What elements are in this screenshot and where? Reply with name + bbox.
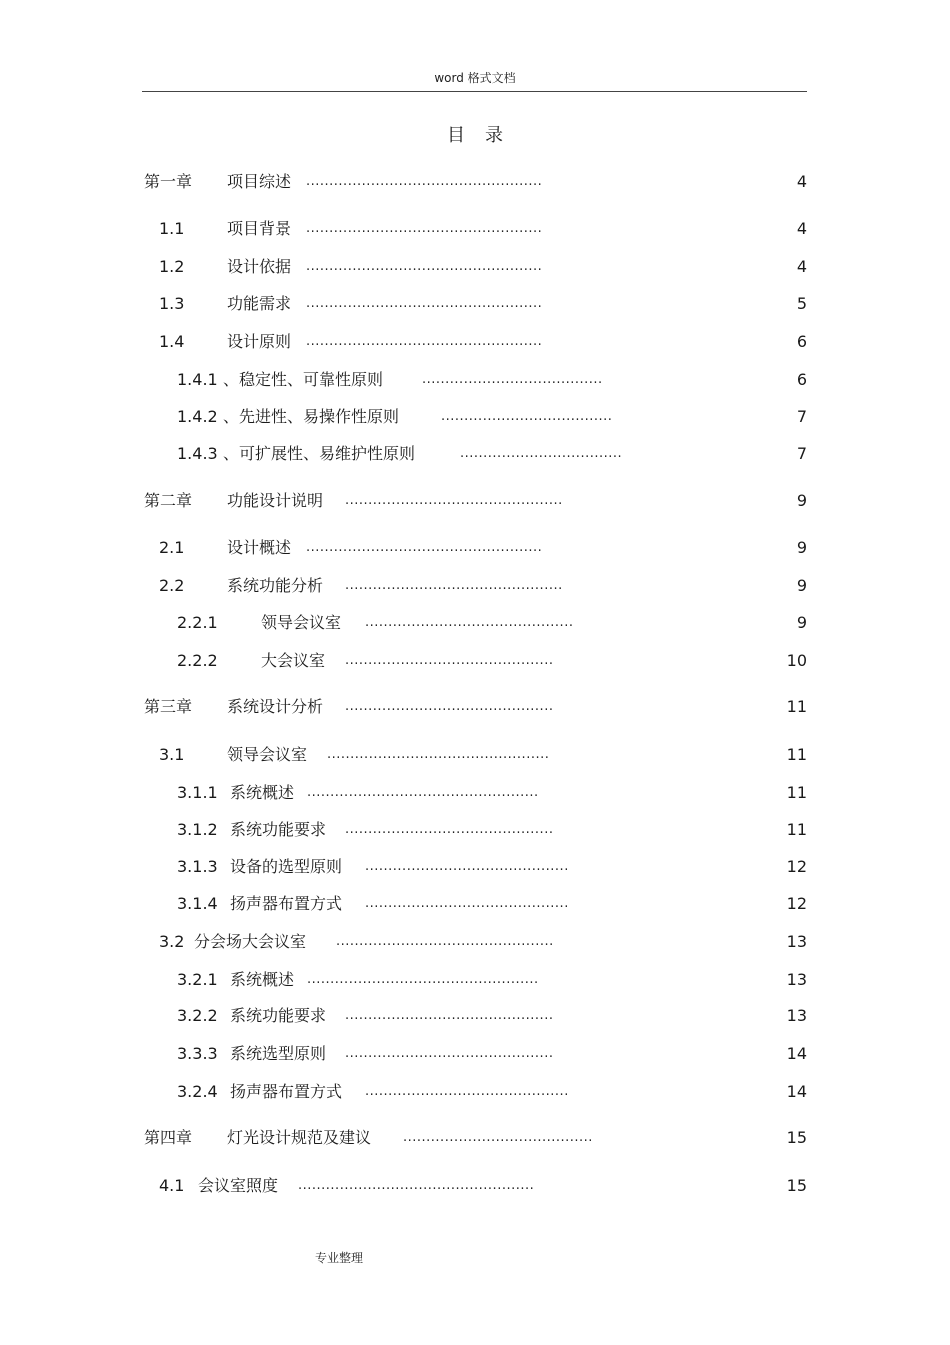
toc-entry-title: 系统概述 (230, 970, 295, 989)
toc-entry-number: 3.1 (159, 745, 185, 764)
toc-entry-leader: ..................................... (441, 409, 613, 424)
toc-entry-leader: ............................................. (345, 1046, 554, 1061)
toc-entry (0, 442, 950, 466)
toc-entry-number: 1.1 (159, 219, 185, 238)
toc-entry-leader: ............................................... (345, 493, 563, 508)
toc-entry-title: 分会场大会议室 (194, 932, 307, 951)
toc-entry (0, 695, 950, 719)
toc-entry-number: 1.4.2 (177, 407, 218, 426)
toc-entry (0, 649, 950, 673)
toc-entry-page: 13 (786, 932, 807, 951)
toc-entry-leader: ................................................... (298, 1178, 535, 1193)
toc-entry-page: 10 (786, 651, 807, 670)
toc-entry-number: 第三章 (144, 697, 193, 716)
toc-entry-title: 设计依据 (227, 257, 292, 276)
toc-entry (0, 1042, 950, 1066)
toc-entry-title: 项目综述 (227, 172, 292, 191)
toc-entry-leader: ............................................. (345, 822, 554, 837)
toc-entry-number: 1.4 (159, 332, 185, 351)
toc-entry-leader: ............................................. (345, 653, 554, 668)
toc-entry-page: 11 (786, 783, 807, 802)
toc-entry-title: 项目背景 (227, 219, 292, 238)
toc-entry-page: 14 (786, 1082, 807, 1101)
toc-entry (0, 818, 950, 842)
toc-entry-page: 6 (796, 370, 807, 389)
toc-entry-page: 5 (796, 294, 807, 313)
toc-entry-page: 11 (786, 745, 807, 764)
toc-entry-title: 设备的选型原则 (230, 857, 343, 876)
toc-entry-page: 4 (796, 219, 807, 238)
toc-entry (0, 1174, 950, 1198)
toc-entry (0, 855, 950, 879)
toc-entry (0, 170, 950, 194)
toc-entry-page: 13 (786, 970, 807, 989)
toc-entry-page: 4 (796, 172, 807, 191)
toc-entry (0, 574, 950, 598)
toc-entry (0, 611, 950, 635)
toc-entry-number: 第四章 (144, 1128, 193, 1147)
toc-entry-leader: .................................................. (307, 972, 539, 987)
page-footer: 专业整理 (315, 1251, 364, 1265)
toc-entry-page: 14 (786, 1044, 807, 1063)
toc-entry-number: 3.1.4 (177, 894, 218, 913)
toc-entry-page: 6 (796, 332, 807, 351)
toc-entry (0, 1080, 950, 1104)
toc-entry-page: 9 (796, 613, 807, 632)
toc-entry-page: 12 (786, 894, 807, 913)
toc-entry (0, 536, 950, 560)
toc-entry-number: 2.2 (159, 576, 185, 595)
toc-entry (0, 489, 950, 513)
toc-entry-number: 4.1 (159, 1176, 185, 1195)
toc-entry-page: 9 (796, 491, 807, 510)
toc-entry-leader: ......................................... (403, 1130, 593, 1145)
toc-entry-number: 1.2 (159, 257, 185, 276)
toc-entry-leader: ................................................... (306, 259, 543, 274)
toc-entry-number: 第二章 (144, 491, 193, 510)
toc-entry (0, 968, 950, 992)
toc-entry-number: 第一章 (144, 172, 193, 191)
toc-entry (0, 1126, 950, 1150)
toc-entry-number: 1.4.1 (177, 370, 218, 389)
toc-entry-page: 9 (796, 576, 807, 595)
toc-entry-title: 系统功能要求 (230, 820, 327, 839)
toc-entry-leader: ................................................... (306, 221, 543, 236)
toc-entry-number: 2.1 (159, 538, 185, 557)
toc-entry-title: 设计原则 (227, 332, 292, 351)
toc-entry-number: 3.1.3 (177, 857, 218, 876)
toc-entry-page: 11 (786, 697, 807, 716)
toc-entry-number: 3.2.4 (177, 1082, 218, 1101)
toc-entry-number: 3.1.1 (177, 783, 218, 802)
toc-entry-number: 3.2 (159, 932, 185, 951)
toc-entry-leader: ............................................ (365, 1084, 569, 1099)
toc-entry-leader: .................................................. (307, 785, 539, 800)
toc-entry (0, 892, 950, 916)
toc-entry-number: 3.2.2 (177, 1006, 218, 1025)
toc-entry-title: 、可扩展性、易维护性原则 (223, 444, 416, 463)
toc-entry-title: 系统概述 (230, 783, 295, 802)
toc-entry-number: 2.2.1 (177, 613, 218, 632)
toc-entry-number: 1.4.3 (177, 444, 218, 463)
toc-entry-title: 设计概述 (227, 538, 292, 557)
toc-entry-title: 功能设计说明 (227, 491, 324, 510)
toc-entry-leader: ............................................. (345, 1008, 554, 1023)
toc-entry-leader: ....................................... (422, 372, 603, 387)
toc-entry-page: 12 (786, 857, 807, 876)
toc-entry-leader: ............................................ (365, 896, 569, 911)
toc-entry-number: 3.1.2 (177, 820, 218, 839)
toc-entry-leader: ............................................ (365, 859, 569, 874)
toc-entry-title: 会议室照度 (198, 1176, 279, 1195)
toc-entry-leader: ............................................. (345, 699, 554, 714)
toc-entry-leader: ................................................... (306, 174, 543, 189)
toc-entry-number: 1.3 (159, 294, 185, 313)
toc-entry-leader: ................................................... (306, 296, 543, 311)
toc-entry-title: 功能需求 (227, 294, 292, 313)
toc-entry-leader: ................................................... (306, 334, 543, 349)
toc-entry (0, 217, 950, 241)
header-rule (142, 91, 807, 92)
toc-entry (0, 330, 950, 354)
toc-entry-page: 11 (786, 820, 807, 839)
toc-entry-page: 9 (796, 538, 807, 557)
toc-entry-title: 系统功能分析 (227, 576, 324, 595)
toc-entry-leader: ................................................... (306, 540, 543, 555)
toc-entry-title: 大会议室 (261, 651, 326, 670)
toc-entry (0, 743, 950, 767)
toc-entry (0, 1004, 950, 1028)
toc-entry-title: 灯光设计规范及建议 (227, 1128, 372, 1147)
toc-entry-leader: ............................................. (365, 615, 574, 630)
toc-entry-number: 3.3.3 (177, 1044, 218, 1063)
toc-entry-number: 3.2.1 (177, 970, 218, 989)
toc-entry (0, 255, 950, 279)
toc-entry-title: 、先进性、易操作性原则 (223, 407, 400, 426)
toc-entry-title: 系统选型原则 (230, 1044, 327, 1063)
toc-entry (0, 930, 950, 954)
toc-entry-page: 15 (786, 1176, 807, 1195)
toc-entry-leader: ................................... (460, 446, 623, 461)
toc-entry-title: 领导会议室 (227, 745, 308, 764)
toc-entry-title: 领导会议室 (261, 613, 342, 632)
toc-entry-leader: ............................................... (336, 934, 554, 949)
toc-entry-page: 13 (786, 1006, 807, 1025)
toc-entry-page: 15 (786, 1128, 807, 1147)
toc-title: 目录 (447, 125, 523, 146)
toc-entry (0, 292, 950, 316)
toc-entry-page: 4 (796, 257, 807, 276)
toc-entry-leader: ................................................ (327, 747, 550, 762)
toc-entry-title: 系统功能要求 (230, 1006, 327, 1025)
page-header: word 格式文档 (434, 71, 516, 85)
toc-entry-title: 、稳定性、可靠性原则 (223, 370, 384, 389)
toc-entry-leader: ............................................... (345, 578, 563, 593)
toc-entry-page: 7 (796, 407, 807, 426)
toc-entry-number: 2.2.2 (177, 651, 218, 670)
toc-entry-title: 扬声器布置方式 (230, 894, 343, 913)
toc-entry (0, 405, 950, 429)
toc-entry (0, 368, 950, 392)
toc-entry (0, 781, 950, 805)
toc-entry-page: 7 (796, 444, 807, 463)
toc-entry-title: 系统设计分析 (227, 697, 324, 716)
toc-entry-title: 扬声器布置方式 (230, 1082, 343, 1101)
